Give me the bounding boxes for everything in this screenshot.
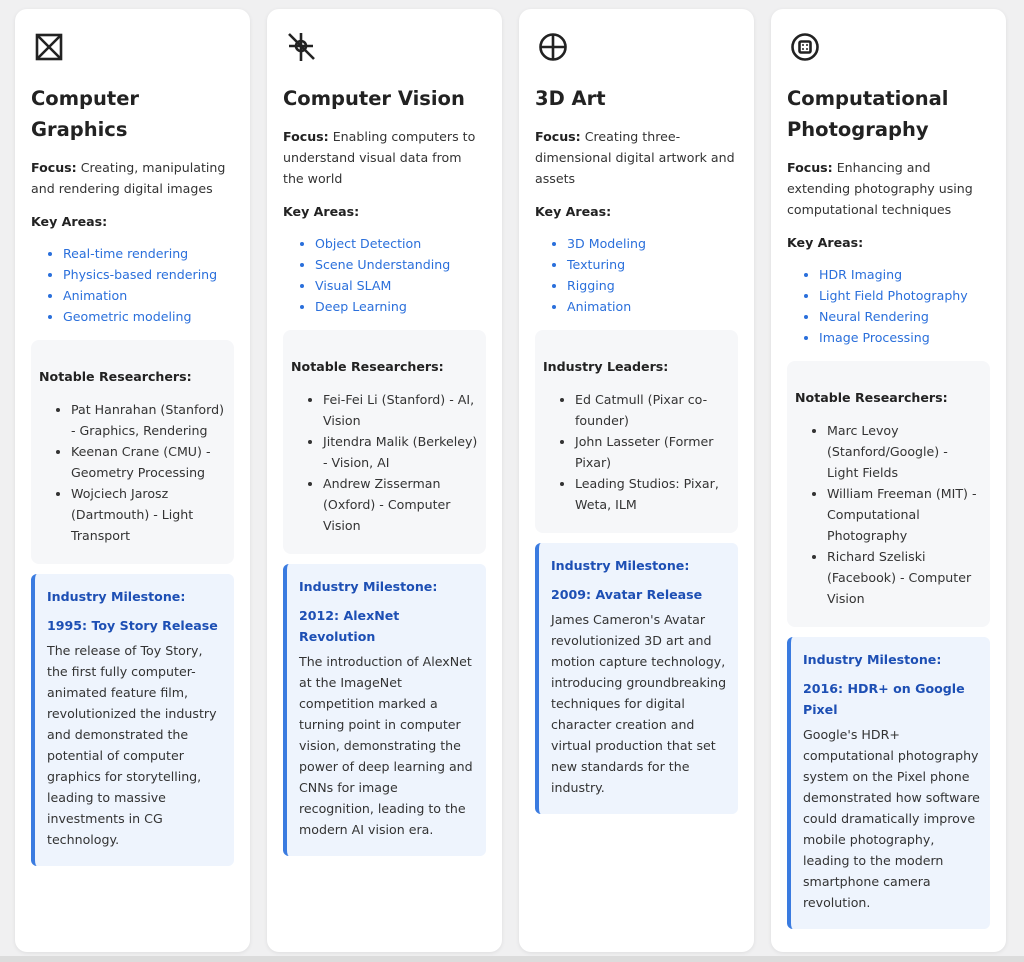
researcher-item: • Fei-Fei Li (Stanford) - AI, Vision (323, 389, 478, 431)
leader-item: • Ed Catmull (Pixar co-founder) (575, 389, 730, 431)
card-title: 3D Art (535, 87, 606, 110)
key-areas-heading: Key Areas: (787, 235, 864, 250)
camera-lens-icon (787, 29, 823, 65)
milestone-box (31, 574, 234, 866)
milestone-label: Industry Milestone: (47, 589, 186, 604)
milestone-title: 2012: AlexNet Revolution (299, 608, 400, 644)
key-area-item[interactable]: • Physics-based rendering (63, 264, 234, 285)
milestone-box (283, 564, 486, 856)
milestone-title: 1995: Toy Story Release (47, 618, 218, 633)
researchers-heading: Notable Researchers: (39, 369, 192, 384)
card-computer-graphics (15, 9, 250, 952)
cards-row (15, 9, 1006, 952)
card-computer-vision (267, 9, 502, 952)
researchers-list (39, 399, 226, 546)
key-area-item[interactable]: • Geometric modeling (63, 306, 234, 327)
key-areas-list (31, 243, 234, 327)
milestone-title: 2016: HDR+ on Google Pixel (803, 681, 965, 717)
focus-text: Focus: Enhancing and extending photography using computational techniques (787, 160, 973, 217)
leaders-heading: Industry Leaders: (543, 359, 669, 374)
leaders-list (543, 389, 730, 515)
key-area-item[interactable]: • Scene Understanding (315, 254, 486, 275)
circle-cross-icon (535, 29, 571, 65)
crossed-box-icon (31, 29, 67, 65)
key-areas-list (535, 233, 738, 317)
card-title: Computational Photography (787, 87, 949, 141)
leader-item: • Leading Studios: Pixar, Weta, ILM (575, 473, 730, 515)
key-area-item[interactable]: • Animation (567, 296, 738, 317)
key-area-item[interactable]: • Visual SLAM (315, 275, 486, 296)
researchers-box (31, 340, 234, 564)
key-area-item[interactable]: • Rigging (567, 275, 738, 296)
key-areas-heading: Key Areas: (31, 214, 108, 229)
milestone-text: The release of Toy Story, the first fully computer-animated feature film, revolutionized the industry and demonstrated the potential of computer graphics for storytelling, leading to massive investments in CG technology. (47, 643, 217, 847)
card-title: Computer Graphics (31, 87, 140, 141)
researcher-item: • Wojciech Jarosz (Dartmouth) - Light Transport (71, 483, 226, 546)
researcher-item: • William Freeman (MIT) - Computational Photography (827, 483, 982, 546)
researcher-item: • Richard Szeliski (Facebook) - Computer Vision (827, 546, 982, 609)
milestone-label: Industry Milestone: (803, 652, 942, 667)
key-area-item[interactable]: • Light Field Photography (819, 285, 990, 306)
researchers-heading: Notable Researchers: (795, 390, 948, 405)
key-areas-heading: Key Areas: (283, 204, 360, 219)
key-areas-heading: Key Areas: (535, 204, 612, 219)
key-area-item[interactable]: • Neural Rendering (819, 306, 990, 327)
researchers-list (291, 389, 478, 536)
key-areas-list (283, 233, 486, 317)
card-title: Computer Vision (283, 87, 465, 110)
researchers-box (283, 330, 486, 554)
key-area-item[interactable]: • Object Detection (315, 233, 486, 254)
key-area-item[interactable]: • Texturing (567, 254, 738, 275)
researcher-item: • Jitendra Malik (Berkeley) - Vision, AI (323, 431, 478, 473)
researchers-heading: Notable Researchers: (291, 359, 444, 374)
milestone-title: 2009: Avatar Release (551, 587, 703, 602)
researcher-item: • Andrew Zisserman (Oxford) - Computer Vision (323, 473, 478, 536)
key-area-item[interactable]: • Image Processing (819, 327, 990, 348)
researchers-list (795, 420, 982, 609)
researcher-item: • Pat Hanrahan (Stanford) - Graphics, Rendering (71, 399, 226, 441)
focus-text: Focus: Creating, manipulating and rendering digital images (31, 160, 226, 196)
key-area-item[interactable]: • 3D Modeling (567, 233, 738, 254)
key-area-item[interactable]: • Deep Learning (315, 296, 486, 317)
milestone-box (535, 543, 738, 814)
leader-item: • John Lasseter (Former Pixar) (575, 431, 730, 473)
bottom-scroll-edge (0, 956, 1024, 962)
researcher-item: • Marc Levoy (Stanford/Google) - Light Fields (827, 420, 982, 483)
leaders-box (535, 330, 738, 533)
milestone-text: The introduction of AlexNet at the ImageNet competition marked a turning point in computer vision, demonstrating the power of deep learning and CNNs for image recognition, leading to the modern AI vision era. (299, 654, 473, 837)
key-areas-list (787, 264, 990, 348)
milestone-text: James Cameron's Avatar revolutionized 3D art and motion capture technology, introducing groundbreaking techniques for digital character creation and virtual production that set new standards for the industry. (551, 612, 727, 795)
milestone-box (787, 637, 990, 929)
key-area-item[interactable]: • Animation (63, 285, 234, 306)
card-3d-art (519, 9, 754, 952)
focus-text: Focus: Creating three-dimensional digital artwork and assets (535, 129, 735, 186)
key-area-item[interactable]: • Real-time rendering (63, 243, 234, 264)
milestone-label: Industry Milestone: (551, 558, 690, 573)
researcher-item: • Keenan Crane (CMU) - Geometry Processing (71, 441, 226, 483)
focus-text: Focus: Enabling computers to understand visual data from the world (283, 129, 476, 186)
crosshair-icon (283, 29, 319, 65)
milestone-text: Google's HDR+ computational photography system on the Pixel phone demonstrated how software could dramatically improve mobile photography, leading to the modern smartphone camera revolution. (803, 727, 980, 910)
researchers-box (787, 361, 990, 627)
milestone-label: Industry Milestone: (299, 579, 438, 594)
card-computational-photography (771, 9, 1006, 952)
key-area-item[interactable]: • HDR Imaging (819, 264, 990, 285)
